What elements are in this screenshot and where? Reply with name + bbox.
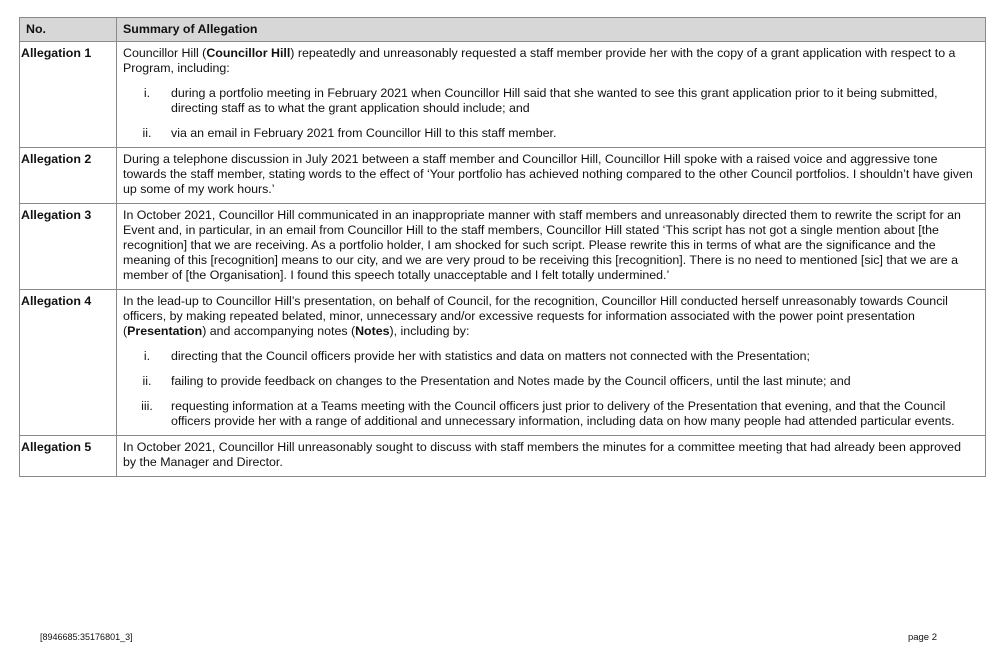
- table-row: [20, 204, 986, 290]
- sub-item-text-part: during a portfolio meeting in February 2021 when Councillor Hill said that she wanted to see this grant application prior to it being submitted, directing staff as to what the grant application should include; and: [171, 86, 938, 115]
- allegation-summary: [117, 436, 986, 477]
- defined-term: Councillor Hill: [206, 46, 291, 60]
- table-header-row: [20, 18, 986, 42]
- sub-item: [123, 349, 977, 364]
- summary-paragraph: [123, 440, 977, 470]
- allegation-summary: [117, 148, 986, 204]
- summary-text: ), including by:: [389, 324, 470, 338]
- allegation-summary: [117, 204, 986, 290]
- table-row: [20, 290, 986, 436]
- sub-item-numeral: ii.: [142, 126, 152, 140]
- summary-text: Councillor Hill (: [123, 46, 207, 60]
- sub-item-numeral: ii.: [142, 374, 152, 388]
- allegation-summary: [117, 290, 986, 436]
- sub-item-text: [171, 399, 977, 429]
- allegation-number: Allegation 4: [20, 290, 117, 436]
- allegation-summary: [117, 42, 986, 148]
- allegation-number: Allegation 1: [20, 42, 117, 148]
- header-summary: Summary of Allegation: [117, 18, 986, 42]
- summary-text: In October 2021, Councillor Hill communicated in an inappropriate manner with staff members and unreasonably directed them to rewrite the script for an Event and, in particular, in an email from Councillor Hill to the staff members, Councillor Hill stated ‘This script has not got a single mention about [the recognition] that we are receiving. As a portfolio holder, I am shocked for such script. Please rewrite this in terms of what are the significance and the meaning of this [recognition] means to our city, and we are very proud to be receiving this [recognition]. There is no need to mentioned [sic] that we are a member of [the Organisation]. I found this speech totally unacceptable and I felt totally undermined.’: [123, 208, 961, 282]
- sub-item-text: [171, 86, 977, 116]
- sub-item: [123, 374, 977, 389]
- allegation-number: Allegation 5: [20, 436, 117, 477]
- allegations-table: [19, 17, 986, 477]
- sub-item-text: [171, 374, 977, 389]
- summary-text: ) repeatedly and unreasonably requested a staff member provide her with the copy of a grant application with respect to a Program, including:: [123, 46, 956, 75]
- document-reference: [8946685:35176801_3]: [40, 632, 133, 642]
- sub-item-text-part: failing to provide feedback on changes to the Presentation and Notes made by the Council officers, until the last minute; and: [171, 374, 851, 388]
- sub-item-numeral: i.: [143, 349, 151, 363]
- summary-text: During a telephone discussion in July 2021 between a staff member and Councillor Hill, Councillor Hill spoke with a raised voice and aggressive tone towards the staff member, stating words to the effect of ‘Your portfolio has achieved nothing compared to the other Council portfolios. I shouldn’t have given up some of my work hours.’: [123, 152, 973, 196]
- header-no: No.: [20, 18, 117, 42]
- sub-item: [123, 399, 977, 429]
- sub-item-text-part: via an email in February 2021 from Councillor Hill to this staff member.: [171, 126, 557, 140]
- summary-text: In the lead-up to Councillor Hill’s presentation, on behalf of Council, for the recognition, Councillor Hill conducted herself unreasonably towards Council officers, by making repeated belated, minor, unnecessary and/or excessive requests for information associated with the power point presentation (: [123, 294, 948, 338]
- table-body: [20, 42, 986, 477]
- allegation-number: Allegation 2: [20, 148, 117, 204]
- summary-paragraph: [123, 152, 977, 197]
- defined-term: Notes: [355, 324, 390, 338]
- summary-paragraph: [123, 46, 977, 76]
- table-row: [20, 148, 986, 204]
- allegation-number: Allegation 3: [20, 204, 117, 290]
- sub-item-text-part: directing that the Council officers provide her with statistics and data on matters not connected with the Presentation;: [171, 349, 810, 363]
- sub-item-text-part: requesting information at a Teams meeting with the Council officers just prior to delivery of the Presentation that evening, and that the Council officers provide her with a range of additional and unnecessary information, including data on how many people had attended particular events.: [171, 399, 955, 428]
- sub-item-numeral: iii.: [141, 399, 153, 413]
- summary-paragraph: [123, 294, 977, 339]
- sub-item-text: [171, 126, 977, 141]
- table-row: [20, 42, 986, 148]
- sub-item: [123, 126, 977, 141]
- summary-text: ) and accompanying notes (: [202, 324, 356, 338]
- summary-text: In October 2021, Councillor Hill unreasonably sought to discuss with staff members the minutes for a committee meeting that had already been approved by the Manager and Director.: [123, 440, 961, 469]
- sub-item-numeral: i.: [143, 86, 151, 100]
- page-number: page 2: [907, 632, 937, 643]
- sub-item-text: [171, 349, 977, 364]
- defined-term: Presentation: [127, 324, 203, 338]
- summary-paragraph: [123, 208, 977, 283]
- sub-item: [123, 86, 977, 116]
- table-row: [20, 436, 986, 477]
